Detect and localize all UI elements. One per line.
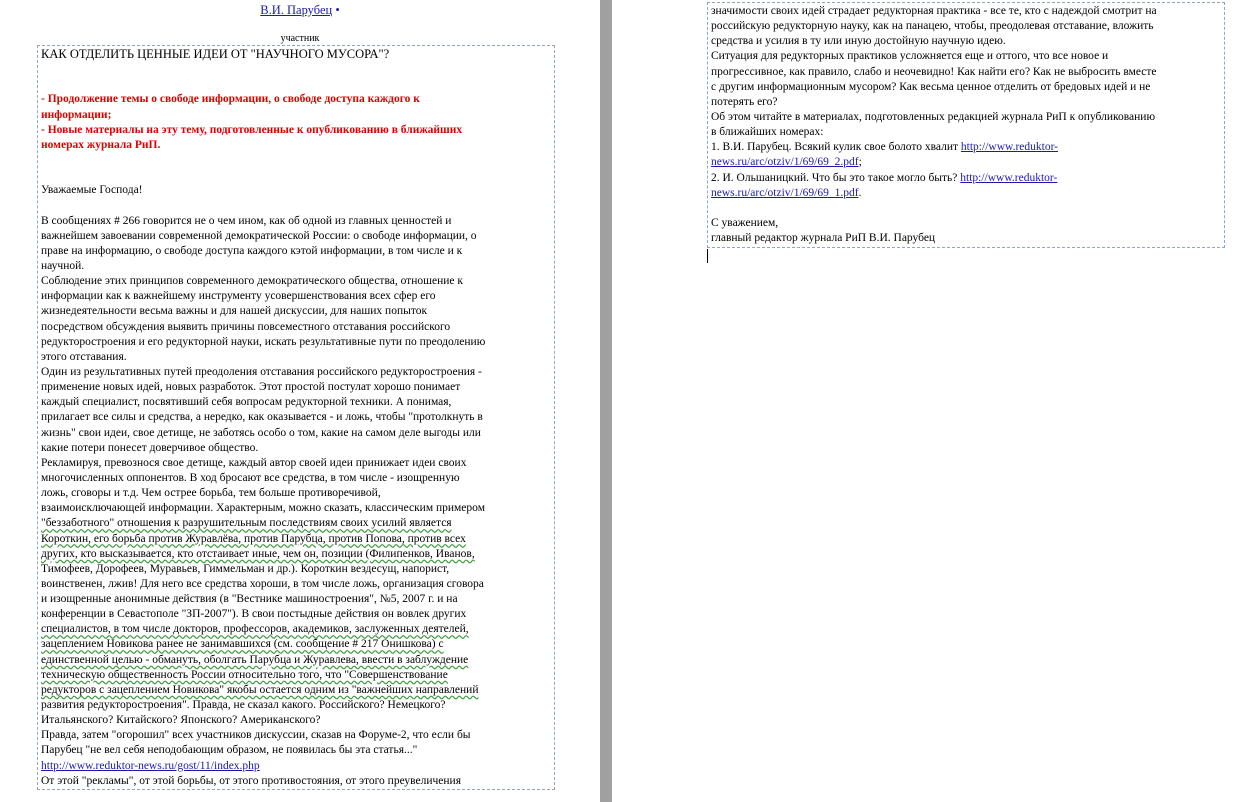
body-line: какие потери понесет доверчивое общество.	[41, 441, 259, 454]
body-line: развития редукторостроения". Правда, не сказал какого. Российского? Немецкого?	[41, 699, 446, 712]
body-line: применение новых идей, новых разработок. Этот простой постулат хорошо понимает	[41, 381, 461, 394]
body-line: Один из результативных путей преодоления отставания российского редукторостроения -	[41, 365, 482, 378]
body-line: потерять его?	[711, 95, 778, 108]
reference-link[interactable]: http://www.reduktor-	[960, 141, 1058, 154]
reference-punct: ;	[858, 156, 862, 169]
reference-link[interactable]: news.ru/arc/otziv/1/69/69_1.pdf	[711, 186, 859, 199]
body-line: Рекламируя, превознося свое детище, каждый автор своей идеи принижает идеи своих	[41, 456, 467, 469]
reference-text: 1. В.И. Парубец. Всякий кулик свое болото хвалит	[711, 141, 961, 154]
body-line: Правда, затем "огорошил" всех участников дискуссии, сказав на Форуме-2, что если бы	[41, 729, 471, 742]
highlight-line-1: - Продолжение темы о свободе информации, о свободе доступа каждого к	[41, 93, 420, 106]
body-line: этого отставания.	[41, 350, 127, 363]
body-line: В сообщениях # 266 говорится не о чем ином, как об одной из главных ценностей и	[41, 214, 452, 227]
body-line: ложь, сговоры и т.д. Чем острее борьба, тем больше противоречивой,	[41, 487, 381, 500]
body-line: средства и усилия в ту или иную достойную научную идею.	[711, 35, 1006, 48]
body-line: значимости своих идей страдает редукторная практика - все те, кто с надеждой смотрит на	[711, 5, 1157, 17]
greeting: Уважаемые Господа!	[41, 184, 143, 197]
body-line: конференции в Севастополе "ЗП-2007"). В свои постыдные действия он вовлек других	[41, 608, 467, 621]
right-text-box[interactable]	[707, 2, 1225, 248]
author-link[interactable]: В.И. Парубец	[260, 3, 333, 17]
body-line: "беззаботного" отношения к разрушительным последствиям своих усилий является	[41, 517, 452, 530]
body-line: единственной целью - обмануть, оболгать Парубца и Журавлева, ввести в заблуждение	[41, 653, 469, 666]
body-line: важнейшем завоевании современной демократической России: о свободе информации, о	[41, 229, 477, 242]
body-line: каждый специалист, посвятивший себя вопросам редукторной техники. А понимая,	[41, 396, 452, 409]
body-line: российскую редукторную науку, как на панацею, чтобы, преодолевая отставание, вложить	[711, 20, 1154, 33]
body-line: Об этом читайте в материалах, подготовленных редакцией журнала РиП к опубликованию	[711, 110, 1156, 123]
body-line: воинственен, лжив! Для него все средства хороши, в том числе ложь, организация сговора	[41, 577, 484, 590]
signature: главный редактор журнала РиП В.И. Парубец	[711, 232, 936, 245]
body-line: Соблюдение этих принципов современного демократического общества, отношение к	[41, 275, 463, 288]
reference-punct: .	[858, 186, 862, 199]
body-line: специалистов, в том числе докторов, профессоров, академиков, заслуженных деятелей,	[41, 623, 469, 636]
body-line: Тимофеев, Дорофеев, Муравьев, Гиммельман и др.). Короткин вездесущ, напорист,	[41, 562, 450, 575]
reference-text: 2. И. Ольшаницкий. Что бы это такое могло быть?	[711, 171, 961, 184]
body-line: посредством обсуждения выявить причины повсеместного отставания российского	[41, 320, 451, 333]
reference-item	[709, 171, 1223, 186]
reference-link[interactable]: http://www.reduktor-	[960, 171, 1058, 184]
author-line	[0, 3, 600, 18]
reference-item	[709, 186, 1223, 201]
body-line: других, кто высказывается, кто отстаивает иные, чем он, позиции (Филипенков, Иванов,	[41, 547, 475, 560]
body-line: зацеплением Новикова ранее не занимавшихся (см. сообщение # 217 Онишкова) с	[41, 638, 444, 651]
body-line: в ближайших номерах:	[711, 126, 824, 139]
body-line: информации как к важнейшему инструменту усовершенствования всех сфер его	[41, 290, 436, 303]
highlight-line-3: - Новые материалы на эту тему, подготовленные к опубликованию в ближайших	[41, 123, 463, 136]
page-gutter	[600, 0, 612, 802]
body-line: От этой "рекламы", от этой борьбы, от этого противостояния, от этого преувеличения	[41, 774, 461, 787]
body-line: техническую общественность России относительно того, что "Совершенствование	[41, 668, 448, 681]
reference-item	[709, 155, 1223, 170]
gost-link[interactable]: http://www.reduktor-news.ru/gost/11/index.php	[41, 759, 260, 772]
body-line: многочисленных оппонентов. В ход бросают все средства, в том числе - изощренную	[41, 471, 460, 484]
left-page	[0, 0, 600, 802]
left-text-box[interactable]	[37, 45, 555, 790]
body-line: прогрессивное, как правило, слабо и неочевидно! Как найти его? Как не выбросить вместе	[711, 65, 1157, 78]
text-cursor	[707, 249, 708, 263]
body-line: редукторов с зацеплением Новикова" якобы остается одним из "важнейших направлений	[41, 683, 479, 696]
body-line: научной.	[41, 259, 85, 272]
body-line: жизнедеятельности весьма важны и для нашей дискуссии, для наших попыток	[41, 305, 428, 318]
body-line: Итальянского? Китайского? Японского? Американского?	[41, 714, 321, 727]
body-line: с другим информационным мусором? Как весьма ценное отделить от бредовых идей и не	[711, 80, 1151, 93]
highlight-line-2: информации;	[41, 108, 112, 121]
document-title: КАК ОТДЕЛИТЬ ЦЕННЫЕ ИДЕИ ОТ "НАУЧНОГО МУСОРА"?	[41, 47, 390, 61]
author-status-dot: •	[335, 3, 340, 17]
body-line: жизнь" свои идеи, свое детище, не заботясь особо о том, какие на самом деле выгоды или	[41, 426, 481, 439]
author-role: участник	[280, 33, 320, 44]
right-page	[612, 0, 1249, 802]
body-line: редукторостроения и его редукторной науки, искать результативные пути по преодолению	[41, 335, 486, 348]
body-line: Парубец "не вел себя неподобающим образом, не появилась бы эта статья..."	[41, 744, 418, 757]
body-line: прилагает все силы и средства, а нередко, как оказывается - и ложь, чтобы "протолкнуть в	[41, 411, 483, 424]
body-line: взаимоисключающей информации. Характерным, можно сказать, классическим примером	[41, 502, 485, 515]
closing: С уважением,	[711, 216, 779, 229]
reference-item	[709, 140, 1223, 155]
body-line: праве на информацию, о свободе доступа каждого кэтой информации, в том числе и к	[41, 244, 463, 257]
highlight-line-4: номерах журнала РиП.	[41, 138, 161, 151]
body-line: Ситуация для редукторных практиков усложняется еще и оттого, что все новое и	[711, 50, 1109, 63]
body-line: Короткин, его борьба против Журавлёва, против Парубца, против Попова, против всех	[41, 532, 466, 545]
body-line: и изощренные анонимные действия (в "Вестнике машиностроения", №5, 2007 г. и на	[41, 593, 458, 606]
reference-link[interactable]: news.ru/arc/otziv/1/69/69_2.pdf	[711, 156, 859, 169]
